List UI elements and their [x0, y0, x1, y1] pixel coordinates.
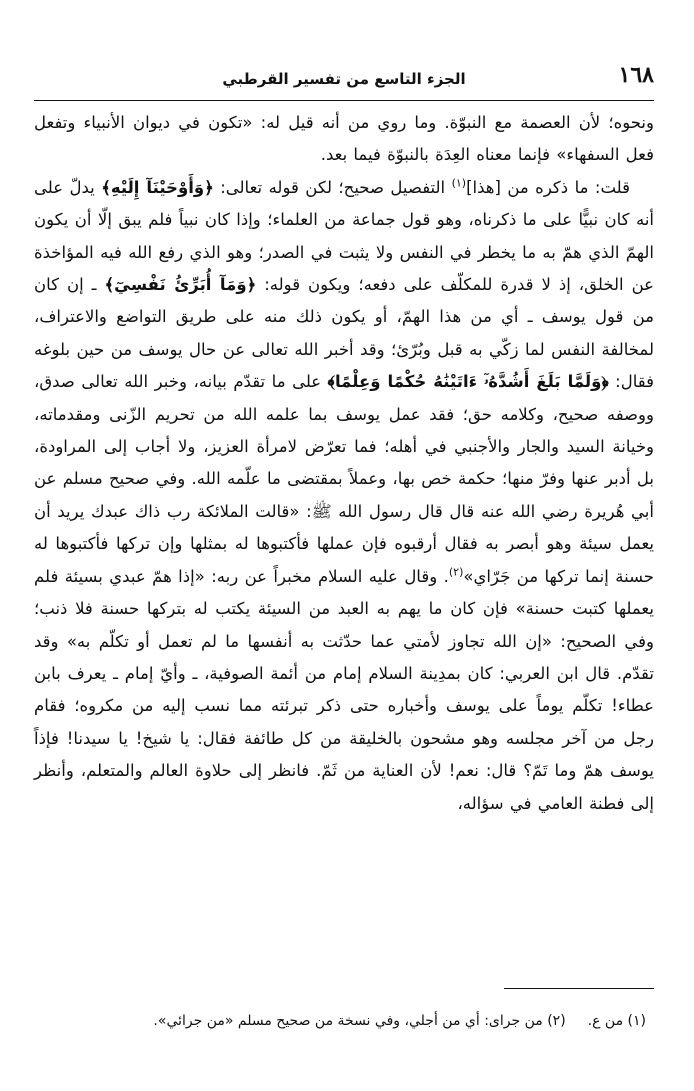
footnotes: [34, 1010, 646, 1032]
paragraph: [34, 172, 654, 820]
book-page: [34, 60, 654, 1091]
footnote-ref: (١): [451, 176, 467, 190]
footnote-divider: [504, 988, 654, 989]
paragraph-text: ـ إن كان من قول يوسف ـ أي من هذا الهمّ، أو يكون ذلك منه على طريق التواضع والاعتراف، لمخالفة النفس لما زكّي به قبل وبُرّئ؛ وقد أخبر الله تعالى عن حال يوسف من حين بلوغه فقال:: [34, 275, 654, 392]
footnote: (١) من ع.: [587, 1013, 646, 1029]
paragraph-text: قلت: ما ذكره من [هذا]: [466, 177, 630, 197]
page-header: [34, 60, 654, 101]
paragraph-text: على ما تقدّم بيانه، وخبر الله تعالى صدق، ووصفه صحيح، وكلامه حق؛ فقد عمل يوسف بما علمه الله من تحريم الزّنى ومقدماته، وخيانة السيد والجار والأجنبي في أهله؛ فما تعرّض لامرأة العزيز، ولا أجاب إلى المراودة، بل أدبر عنها وفرّ منها؛ حكمة خص بها، وعملاً بمقتضى ما علّمه الله. وفي صحيح مسلم عن أبي هُريرة رضي الله عنه قال قال رسول الله ﷺ: «قالت الملائكة رب ذاك عبدك يريد أن يعمل سيئة وهو أبصر به فقال أرقبوه فإن عملها فأكتبوها له بمثلها وإن تركها فأكتبوها له حسنة إنما تركها من جَرّاي»: [34, 372, 654, 586]
quran-verse: ﴿وَأَوْحَيْنَآ إِلَيْهِ﴾: [101, 177, 214, 197]
body-text: [34, 107, 654, 820]
quran-verse: ﴿وَلَمَّا بَلَغَ أَشُدَّهُۥٓ ءَاتَيْنَٰهُ حُكْمًا وَعِلْمًا﴾: [327, 372, 609, 392]
paragraph: [34, 107, 654, 172]
paragraph-text: يدلّ على أنه كان نبيًّا على ما ذكرناه، وهو قول جماعة من العلماء؛ وإذا كان نبياً فلم يبق إلّا أن يكون الهمّ الذي همّ به ما يخطر في النفس ولا يثبت في الصدر؛ وهو الذي رفع الله فيه المؤاخذة عن الخلق، إذ لا قدرة للمكلّف على دفعه؛ ويكون قوله:: [34, 177, 654, 295]
paragraph-text: التفصيل صحيح؛ لكن قوله تعالى:: [213, 177, 452, 197]
page-number: ١٦٨: [618, 62, 654, 88]
quran-verse: ﴿وَمَآ أُبَرِّئُ نَفْسِيٓ﴾: [104, 275, 257, 295]
footnote: (٢) من جراى: أي من أجلي، وفي نسخة من صحيح مسلم «من جرائي».: [153, 1013, 566, 1029]
paragraph-text: . وقال عليه السلام مخبراً عن ربه: «إذا همّ عبدي بسيئة فلم يعملها كتبت حسنة» فإن كان ما يهم به العبد من السيئة يكتب له بتركها حسنة فلا ذنب؛ وفي الصحيح: «إن الله تجاوز لأمتي عما حدّثت به أنفسها ما لم تعمل أو تكلّم به» وقد تقدّم. قال ابن العربي: كان بمدِينة السلام إمام من أئمة الصوفية، ـ وأيّ إمام ـ يعرف بابن عطاء! تكلّم يوماً على يوسف وأخباره حتى ذكر تبرئته مما نسب إليه من مكروه؛ فقام رجل من آخر مجلسه وهو مشحون بالخليقة من كل طائفة فقال: يا شيخ! يا سيدنا! فإذاً يوسف همّ وما تَمّ؟ قال: نعم! لأن العناية من ثَمّ. فانظر إلى حلاوة العالم والمتعلم، وأنظر إلى فطنة العامي في سؤاله،: [34, 566, 654, 813]
footnote-ref: (٢): [448, 565, 464, 579]
running-title: الجزء التاسع من تفسير القرطبي: [222, 70, 466, 88]
paragraph-text: ونحوه؛ لأن العصمة مع النبوّة. وما روي من أنه قيل له: «تكون في ديوان الأنبياء وتفعل فعل السفهاء» فإنما معناه العِدَة بالنبوّة فيما بعد.: [34, 113, 654, 165]
